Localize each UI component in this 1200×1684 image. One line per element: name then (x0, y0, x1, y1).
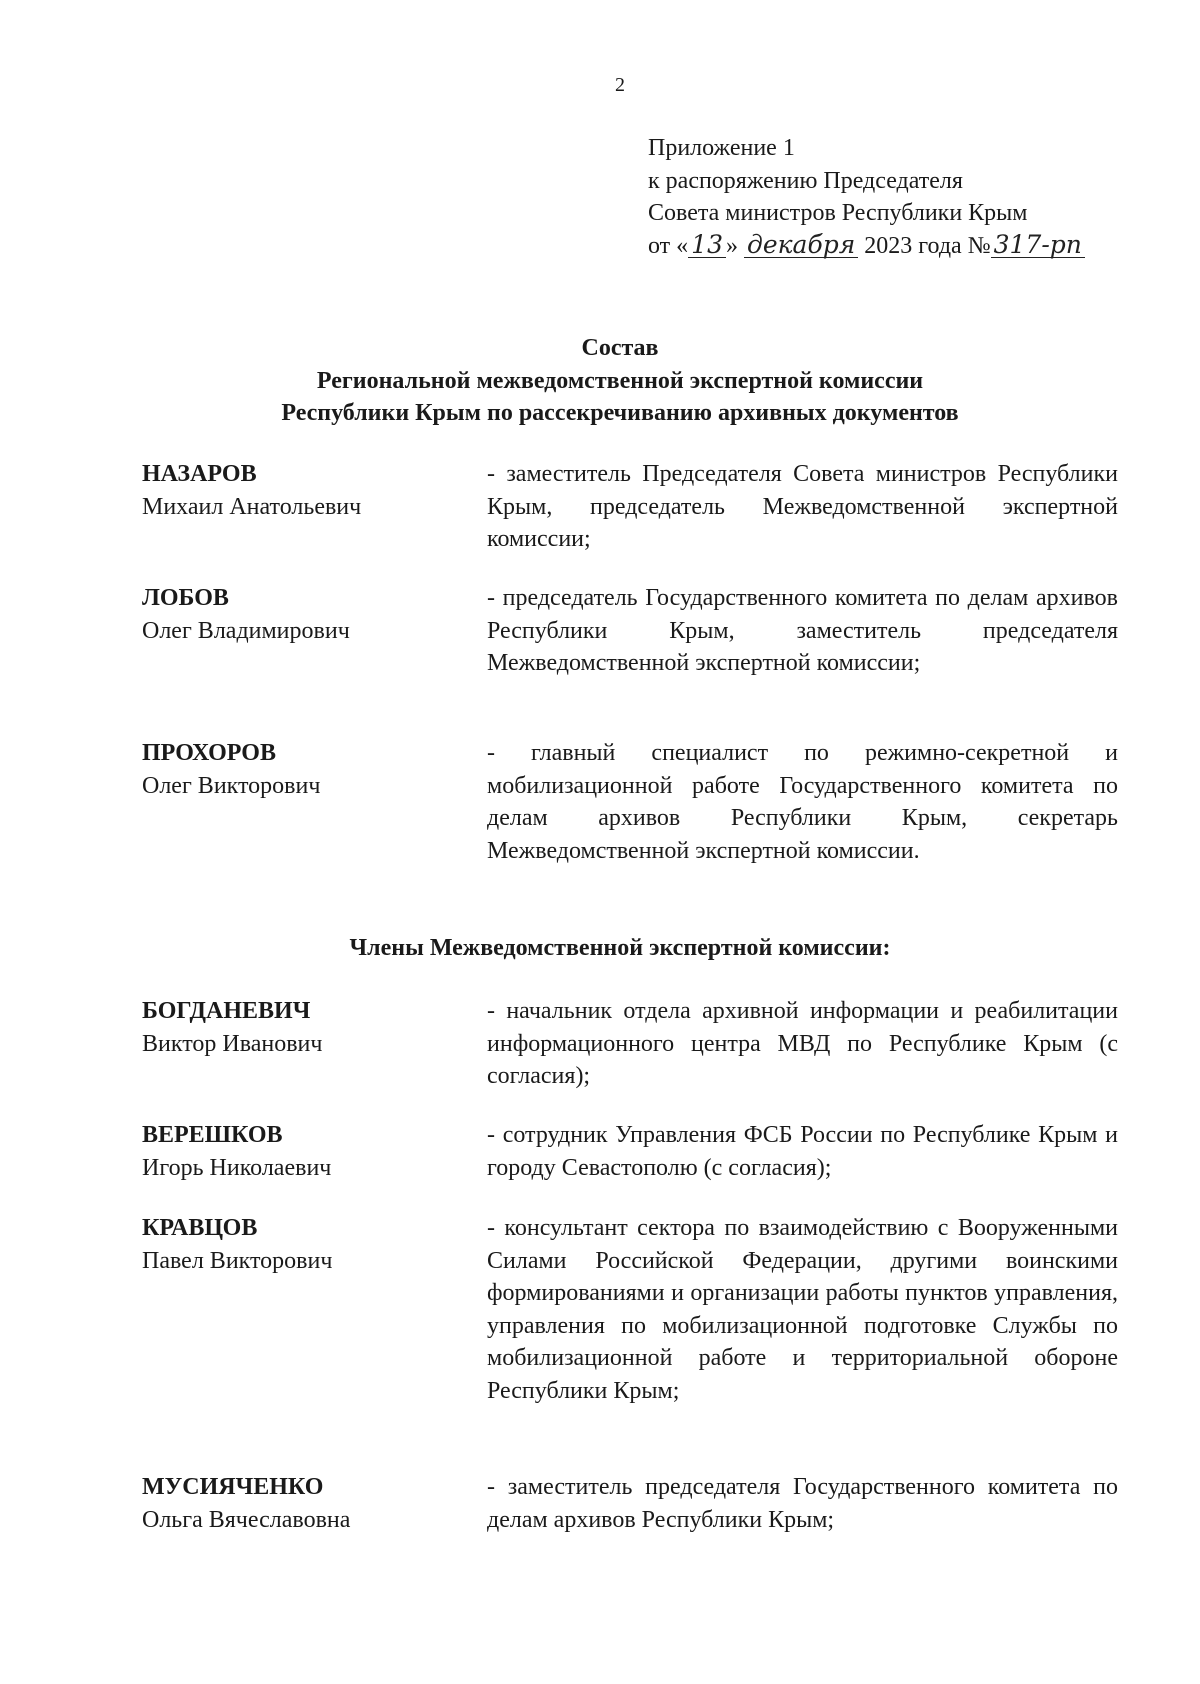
person-given-name: Павел Викторович (142, 1247, 333, 1274)
person-role: - сотрудник Управления ФСБ России по Республике Крым и городу Севастополю (с согласия); (487, 1122, 1118, 1181)
person-role: - председатель Государственного комитета по делам архивов Республики Крым, заместитель председателя Межведомственной экспертной комиссии; (487, 585, 1118, 676)
person-surname: ЛОБОВ (142, 585, 229, 611)
person-name (142, 1471, 442, 1536)
handwritten-month: декабря (744, 233, 858, 258)
person-name (142, 1212, 442, 1277)
person-role: - заместитель Председателя Совета министров Республики Крым, председатель Межведомственной экспертной комиссии; (487, 461, 1118, 552)
person-surname: МУСИЯЧЕНКО (142, 1474, 324, 1500)
year-text: 2023 года № (864, 232, 991, 259)
date-mid: » (725, 232, 738, 259)
person-name (142, 995, 442, 1060)
handwritten-number: 317-рп (991, 233, 1085, 258)
title-line-1: Состав (581, 335, 659, 361)
person-role: - главный специалист по режимно-секретной и мобилизационной работе Государственного комитета по делам архивов Республики Крым, секретарь Межведомственной экспертной комиссии. (487, 740, 1118, 864)
person-name (142, 1119, 442, 1184)
document-title (0, 332, 1200, 430)
appendix-line-3: Совета министров Республики Крым (648, 200, 1028, 226)
person-surname: ВЕРЕШКОВ (142, 1122, 283, 1148)
person-given-name: Ольга Вячеславовна (142, 1506, 351, 1533)
person-surname: КРАВЦОВ (142, 1215, 258, 1241)
members-heading: Члены Межведомственной экспертной комиссии: (349, 935, 891, 961)
person-surname: БОГДАНЕВИЧ (142, 998, 311, 1024)
appendix-block (648, 132, 1085, 262)
person-role: - начальник отдела архивной информации и реабилитации информационного центра МВД по Республике Крым (с согласия); (487, 998, 1118, 1089)
person-given-name: Олег Владимирович (142, 617, 350, 644)
person-surname: ПРОХОРОВ (142, 740, 276, 766)
appendix-line-1: Приложение 1 (648, 135, 795, 161)
person-role: - заместитель председателя Государственного комитета по делам архивов Республики Крым; (487, 1474, 1118, 1533)
person-given-name: Олег Викторович (142, 772, 321, 799)
appendix-line-2: к распоряжению Председателя (648, 167, 963, 194)
person-given-name: Виктор Иванович (142, 1030, 323, 1057)
page-number: 2 (615, 74, 625, 96)
title-line-2: Региональной межведомственной экспертной комиссии (316, 367, 924, 394)
person-surname: НАЗАРОВ (142, 461, 257, 487)
person-name (142, 458, 442, 523)
person-given-name: Игорь Николаевич (142, 1154, 332, 1181)
handwritten-day: 13 (688, 233, 726, 258)
person-role: - консультант сектора по взаимодействию с Вооруженными Силами Российской Федерации, другими воинскими формированиями и организации работы пунктов управления, управления по мобилизационной подготовке Службы по мобилизационной работе и территориальной обороне Республики Крым; (487, 1215, 1118, 1404)
person-name (142, 582, 442, 647)
title-line-3: Республики Крым по рассекречиванию архивных документов (281, 400, 959, 426)
person-name (142, 737, 442, 802)
person-given-name: Михаил Анатольевич (142, 493, 362, 520)
date-prefix: от « (648, 232, 689, 259)
appendix-date-line (648, 230, 1085, 263)
